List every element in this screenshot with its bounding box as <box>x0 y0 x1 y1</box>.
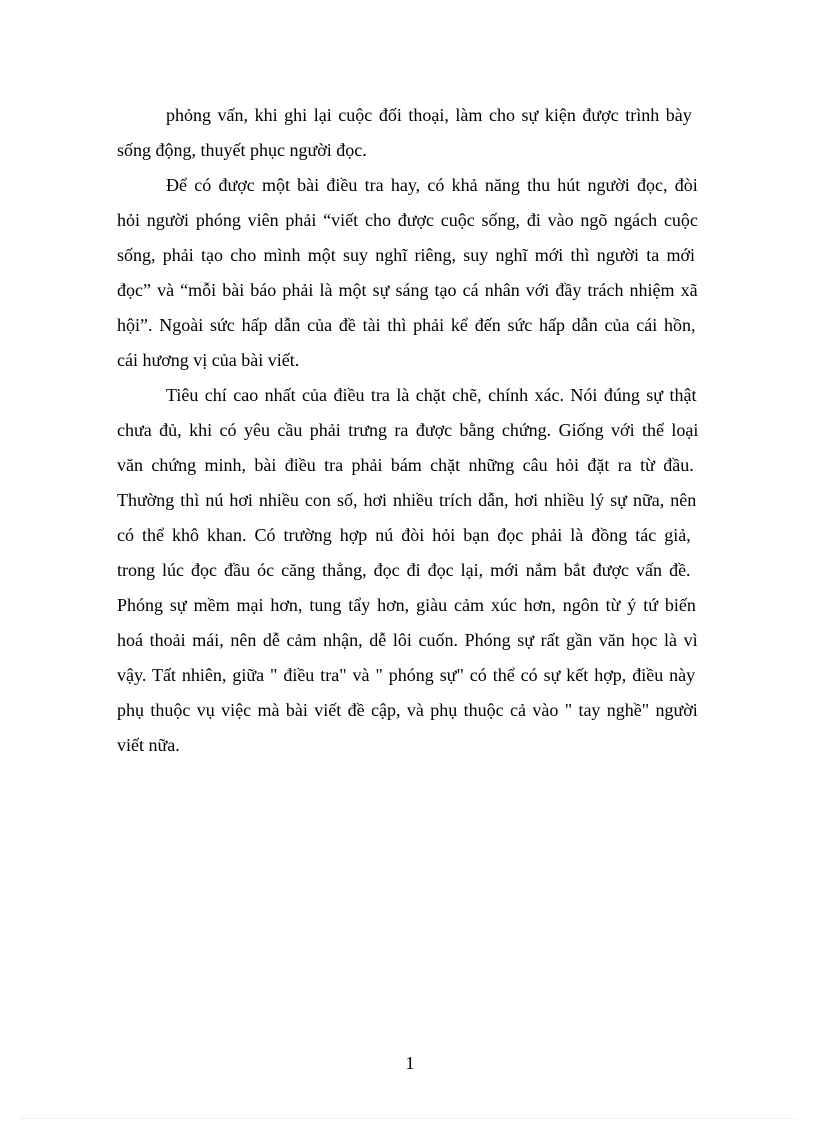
text-line: Thường thì nú hơi nhiều con số, hơi nhiều trích dẫn, hơi nhiều lý sự nữa, nên <box>117 490 697 510</box>
text-line: Để có được một bài điều tra hay, có khả năng thu hút người đọc, đòi <box>166 175 698 195</box>
page-number: 1 <box>405 1053 415 1073</box>
text-line: chưa đủ, khi có yêu cầu phải trưng ra được bằng chứng. Giống với thể loại <box>117 420 699 440</box>
text-line: Tiêu chí cao nhất của điều tra là chặt chẽ, chính xác. Nói đúng sự thật <box>166 385 697 405</box>
page-bottom-divider <box>20 1118 796 1119</box>
text-line: vậy. Tất nhiên, giữa " điều tra" và " phóng sự" có thể có sự kết hợp, điều này <box>117 665 696 685</box>
text-line: sống động, thuyết phục người đọc. <box>117 140 367 160</box>
text-line: phụ thuộc vụ việc mà bài viết đề cập, và phụ thuộc cả vào " tay nghề" người <box>117 700 698 720</box>
text-line: viết nữa. <box>117 735 180 755</box>
text-line: cái hương vị của bài viết. <box>117 350 300 370</box>
text-line: hội”. Ngoài sức hấp dẫn của đề tài thì phải kể đến sức hấp dẫn của cái hồn, <box>117 315 696 335</box>
text-line: trong lúc đọc đầu óc căng thẳng, đọc đi đọc lại, mới nắm bắt được vấn đề. <box>117 560 691 580</box>
text-line: sống, phải tạo cho mình một suy nghĩ riêng, suy nghĩ mới thì người ta mới <box>117 245 696 265</box>
text-line: Phóng sự mềm mại hơn, tung tẩy hơn, giàu cảm xúc hơn, ngôn từ ý tứ biến <box>117 595 696 615</box>
text-line: hoá thoải mái, nên dễ cảm nhận, dễ lôi cuốn. Phóng sự rất gần văn học là vì <box>117 630 698 650</box>
text-line: có thể khô khan. Có trường hợp nú đòi hỏi bạn đọc phải là đồng tác giả, <box>117 525 691 545</box>
text-line: hỏi người phóng viên phải “viết cho được cuộc sống, đi vào ngõ ngách cuộc <box>117 210 698 230</box>
text-line: phỏng vấn, khi ghi lại cuộc đối thoại, làm cho sự kiện được trình bày <box>166 105 692 125</box>
text-line: văn chứng minh, bài điều tra phải bám chặt những câu hỏi đặt ra từ đầu. <box>117 455 694 475</box>
text-line: đọc” và “mỗi bài báo phải là một sự sáng tạo cá nhân với đầy trách nhiệm xã <box>117 280 698 300</box>
